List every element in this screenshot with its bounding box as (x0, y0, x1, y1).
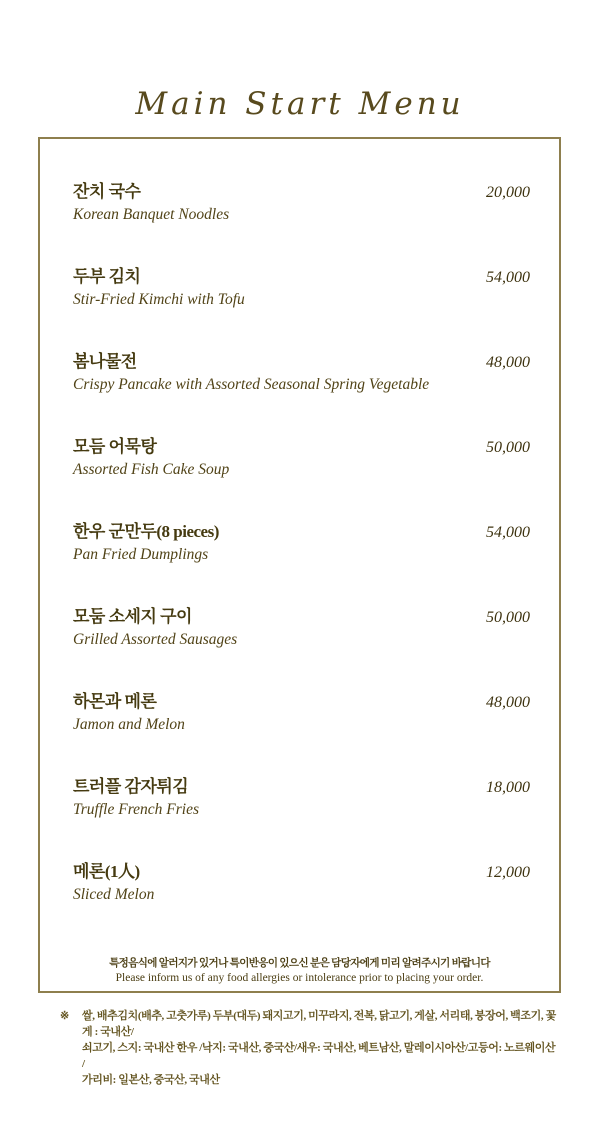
origin-footnote-line: 쌀, 배추김치(배추, 고춧가루) 두부(대두) 돼지고기, 미꾸라지, 전복, 닭고기, 게살, 서리태, 붕장어, 백조기, 꽃게 : 국내산/ (82, 1010, 556, 1038)
item-price: 12,000 (486, 864, 530, 881)
origin-footnote (60, 1008, 560, 1088)
menu-items-list (73, 181, 530, 946)
item-name-english: Stir-Fried Kimchi with Tofu (73, 291, 245, 308)
item-name-english: Sliced Melon (73, 886, 155, 903)
reference-mark-icon: ※ (60, 1010, 69, 1022)
item-name-korean: 봄나물전 (73, 352, 137, 371)
origin-footnote-line: 가리비: 일본산, 중국산, 국내산 (82, 1074, 220, 1086)
menu-item (73, 691, 530, 776)
menu-item (73, 436, 530, 521)
item-name-english: Jamon and Melon (73, 716, 185, 733)
item-price: 54,000 (486, 524, 530, 541)
menu-panel (38, 137, 561, 993)
item-name-english: Truffle French Fries (73, 801, 199, 818)
menu-item (73, 521, 530, 606)
item-name-korean: 하몬과 메론 (73, 692, 157, 711)
item-price: 18,000 (486, 779, 530, 796)
item-name-korean: 두부 김치 (73, 267, 141, 286)
item-price: 54,000 (486, 269, 530, 286)
item-name-korean: 모둠 소세지 구이 (73, 607, 192, 626)
item-price: 50,000 (486, 609, 530, 626)
item-name-korean: 메론(1人) (73, 862, 140, 881)
item-name-korean: 모듬 어묵탕 (73, 437, 157, 456)
page-title: Main Start Menu (135, 86, 465, 122)
item-name-english: Assorted Fish Cake Soup (73, 461, 230, 478)
item-price: 48,000 (486, 694, 530, 711)
allergy-notice (40, 955, 559, 984)
menu-item (73, 181, 530, 266)
item-name-korean: 잔치 국수 (73, 182, 141, 201)
item-name-english: Pan Fried Dumplings (73, 546, 209, 563)
menu-item (73, 606, 530, 691)
item-name-english: Crispy Pancake with Assorted Seasonal Spring Vegetable (73, 376, 430, 393)
menu-item (73, 266, 530, 351)
menu-item (73, 776, 530, 861)
item-name-korean: 트러플 감자튀김 (73, 777, 189, 796)
origin-footnote-lines (82, 1008, 560, 1088)
menu-item (73, 351, 530, 436)
item-price: 50,000 (486, 439, 530, 456)
item-name-english: Grilled Assorted Sausages (73, 631, 238, 648)
item-price: 48,000 (486, 354, 530, 371)
item-price: 20,000 (486, 184, 530, 201)
origin-footnote-line: 쇠고기, 스지: 국내산 한우 /낙지: 국내산, 중국산/새우: 국내산, 베트남산, 말레이시아산/고등어: 노르웨이산 / (82, 1042, 556, 1070)
allergy-notice-korean: 특정음식에 알러지가 있거나 특이반응이 있으신 분은 담당자에게 미리 알려주시기 바랍니다 (109, 958, 490, 969)
item-name-korean: 한우 군만두(8 pieces) (73, 522, 219, 541)
allergy-notice-english: Please inform us of any food allergies or intolerance prior to placing your order. (115, 972, 484, 984)
item-name-english: Korean Banquet Noodles (73, 206, 230, 223)
menu-item (73, 861, 530, 946)
